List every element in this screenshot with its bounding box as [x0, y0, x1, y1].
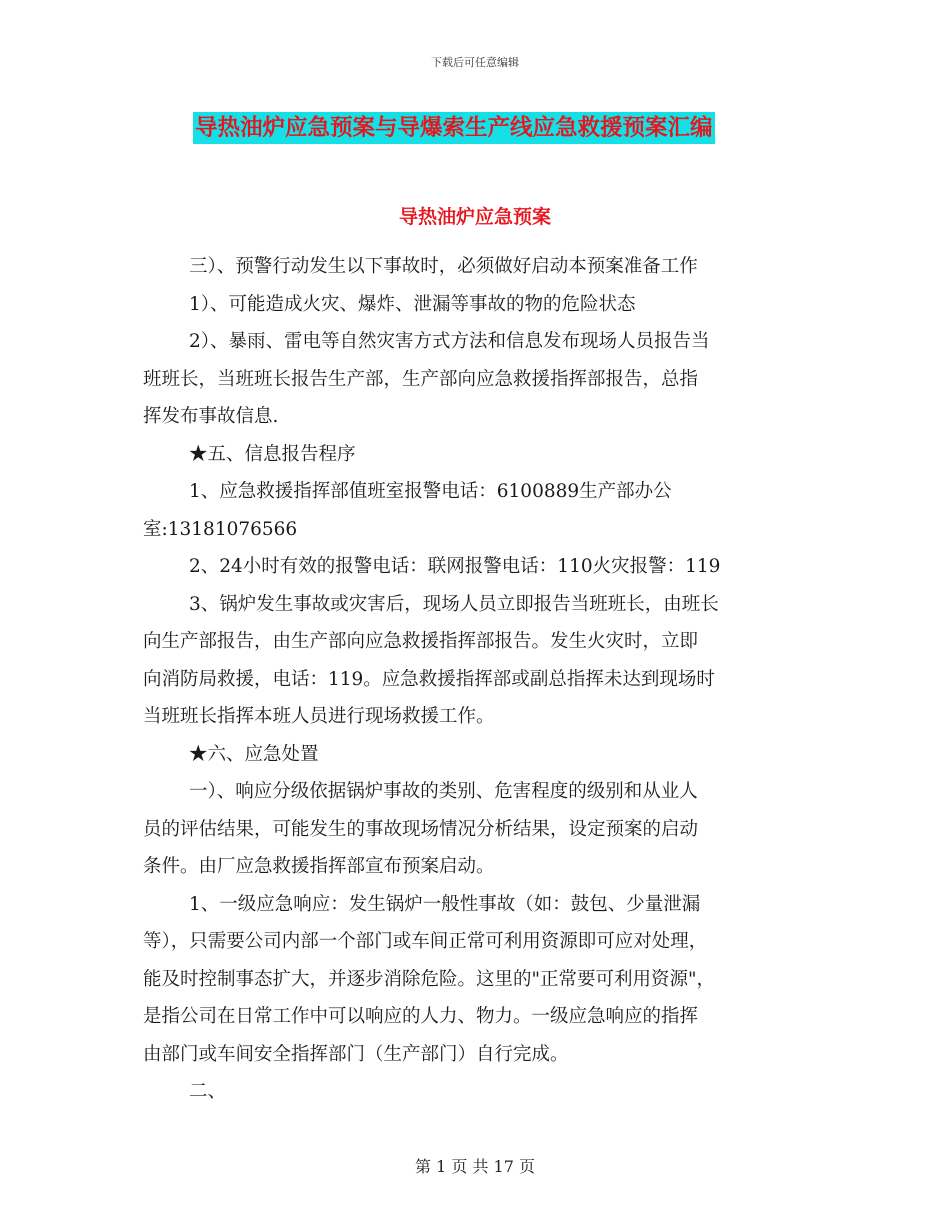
body-line: 1）、可能造成火灾、爆炸、泄漏等事故的物的危险状态 — [189, 293, 636, 315]
body-line: 室:13181076566 — [143, 518, 298, 540]
body-line: 1、应急救援指挥部值班室报警电话：6100889生产部办公 — [189, 481, 672, 502]
body-line: 一）、响应分级依据锅炉事故的类别、危害程度的级别和从业人 — [189, 781, 698, 802]
document-body — [143, 248, 808, 1111]
body-line: ★六、应急处置 — [189, 743, 319, 765]
body-line: 向生产部报告，由生产部向应急救援指挥部报告。发生火灾时，立即 — [143, 631, 699, 652]
body-line: 3、锅炉发生事故或灾害后，现场人员立即报告当班班长，由班长 — [189, 593, 719, 615]
body-line: 员的评估结果，可能发生的事故现场情况分析结果，设定预案的启动 — [143, 818, 699, 840]
body-line: 二、 — [189, 1081, 227, 1102]
body-line: 条件。由厂应急救援指挥部宣布预案启动。 — [143, 856, 495, 877]
body-line: 2、24小时有效的报警电话：联网报警电话：110火灾报警：119 — [189, 556, 721, 577]
body-line: 是指公司在日常工作中可以响应的人力、物力。一级应急响应的指挥 — [143, 1006, 699, 1027]
body-line: 挥发布事故信息. — [143, 406, 279, 427]
page-footer: 第 1 页 共 17 页 — [415, 1157, 535, 1176]
body-line: 等），只需要公司内部一个部门或车间正常可利用资源即可应对处理， — [143, 931, 708, 952]
document-main-title: 导热油炉应急预案与导爆索生产线应急救援预案汇编 — [193, 112, 715, 144]
body-line: ★五、信息报告程序 — [189, 443, 356, 465]
header-note: 下载后可任意编辑 — [431, 56, 519, 69]
body-line: 向消防局救援，电话：119。应急救援指挥部或副总指挥未达到现场时 — [143, 668, 715, 690]
body-line: 由部门或车间安全指挥部门（生产部门）自行完成。 — [143, 1043, 569, 1065]
body-line: 班班长，当班班长报告生产部，生产部向应急救援指挥部报告，总指 — [143, 368, 699, 390]
body-line: 2）、暴雨、雷电等自然灾害方式方法和信息发布现场人员报告当 — [189, 331, 710, 352]
body-line: 能及时控制事态扩大，并逐步消除危险。这里的"正常要可利用资源"， — [143, 968, 716, 990]
body-line: 1、一级应急响应：发生锅炉一般性事故（如：鼓包、少量泄漏 — [189, 893, 701, 915]
body-line: 三）、预警行动发生以下事故时，必须做好启动本预案准备工作 — [189, 256, 698, 277]
section-title: 导热油炉应急预案 — [398, 206, 551, 228]
body-line: 当班班长指挥本班人员进行现场救援工作。 — [143, 706, 495, 727]
